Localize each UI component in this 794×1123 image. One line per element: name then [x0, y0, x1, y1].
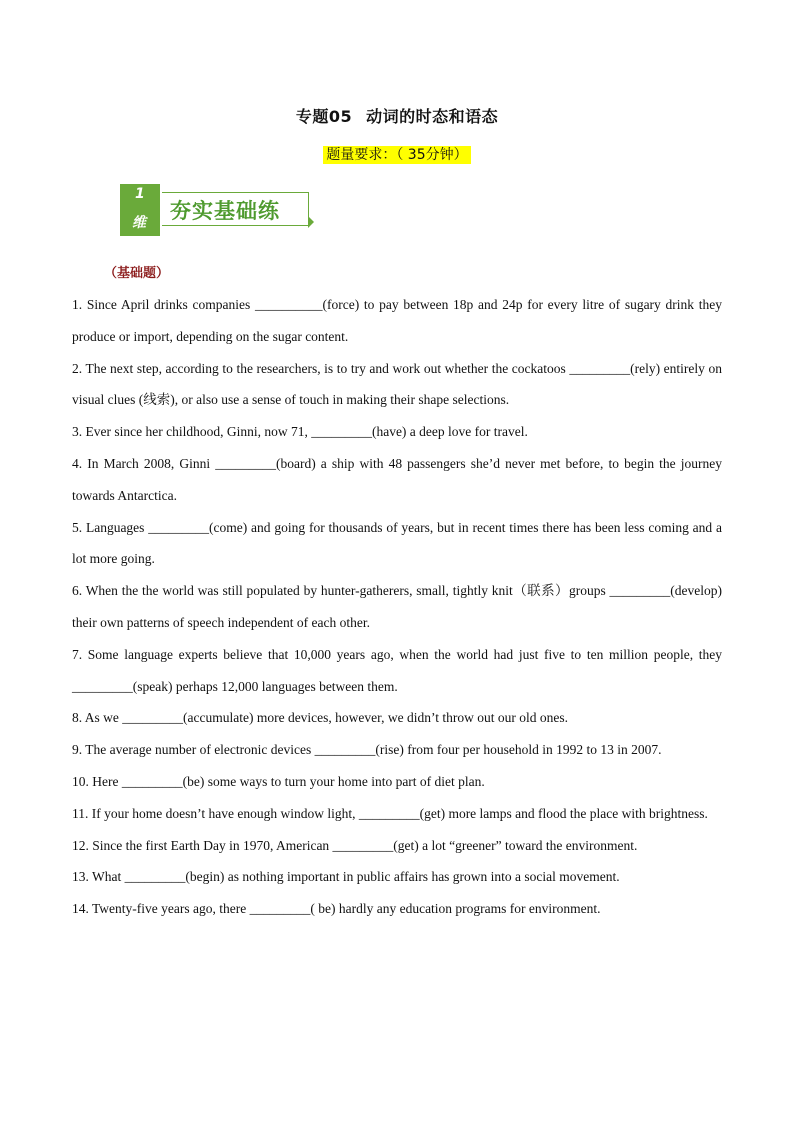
question-item: 10. Here _________(be) some ways to turn your home into part of diet plan.: [72, 773, 485, 789]
question-list: [72, 289, 722, 925]
question-item: 4. In March 2008, Ginni _________(board) a ship with 48 passengers she’d never met before, to begin the journey towards Antarctica.: [72, 455, 722, 503]
section-label: （基础题）: [104, 266, 170, 281]
question-item: 8. As we _________(accumulate) more devices, however, we didn’t throw out our old ones.: [72, 710, 568, 726]
topic-number: 专题05: [295, 107, 353, 126]
question-item: 9. The average number of electronic devices _________(rise) from four per household in 1992 to 13 in 2007.: [72, 742, 662, 758]
question-item: 1. Since April drinks companies __________(force) to pay between 18p and 24p for every litre of sugary drink they produce or import, depending on the sugar content.: [72, 297, 722, 344]
page-title: [0, 104, 794, 127]
banner-label-box: [162, 192, 309, 226]
question-item: 2. The next step, according to the researchers, is to try and work out whether the cockatoos _________(rely) entirely on visual clues (线索), or also use a sense of touch in making their shape selections.: [72, 360, 722, 408]
badge-number: 1: [135, 186, 145, 202]
time-requirement-text: 题量要求：（ 35分钟）: [323, 146, 470, 164]
question-item: 7. Some language experts believe that 10,000 years ago, when the world had just five to ten million people, they _________(speak) perhaps 12,000 languages between them.: [72, 646, 722, 694]
time-requirement: [0, 144, 794, 164]
banner-badge: [120, 184, 160, 236]
question-item: 12. Since the first Earth Day in 1970, American _________(get) a lot “greener” toward the environment.: [72, 837, 638, 853]
badge-char: 维: [132, 215, 146, 231]
topic-title: 动词的时态和语态: [366, 107, 499, 126]
banner-arrow-icon: [308, 216, 314, 228]
question-item: 13. What _________(begin) as nothing important in public affairs has grown into a social movement.: [72, 869, 620, 885]
question-item: 3. Ever since her childhood, Ginni, now 71, _________(have) a deep love for travel.: [72, 424, 528, 440]
question-item: 6. When the the world was still populated by hunter-gatherers, small, tightly knit（联系）groups _________(develop) their own patterns of speech independent of each other.: [72, 583, 722, 630]
section-banner: [120, 184, 320, 236]
banner-label: 夯实基础练: [170, 199, 280, 223]
question-item: 11. If your home doesn’t have enough window light, _________(get) more lamps and flood the place with brightness.: [72, 805, 708, 821]
question-item: 14. Twenty-five years ago, there _________( be) hardly any education programs for environment.: [72, 901, 601, 917]
question-item: 5. Languages _________(come) and going for thousands of years, but in recent times there has been less coming and a lot more going.: [72, 519, 722, 567]
